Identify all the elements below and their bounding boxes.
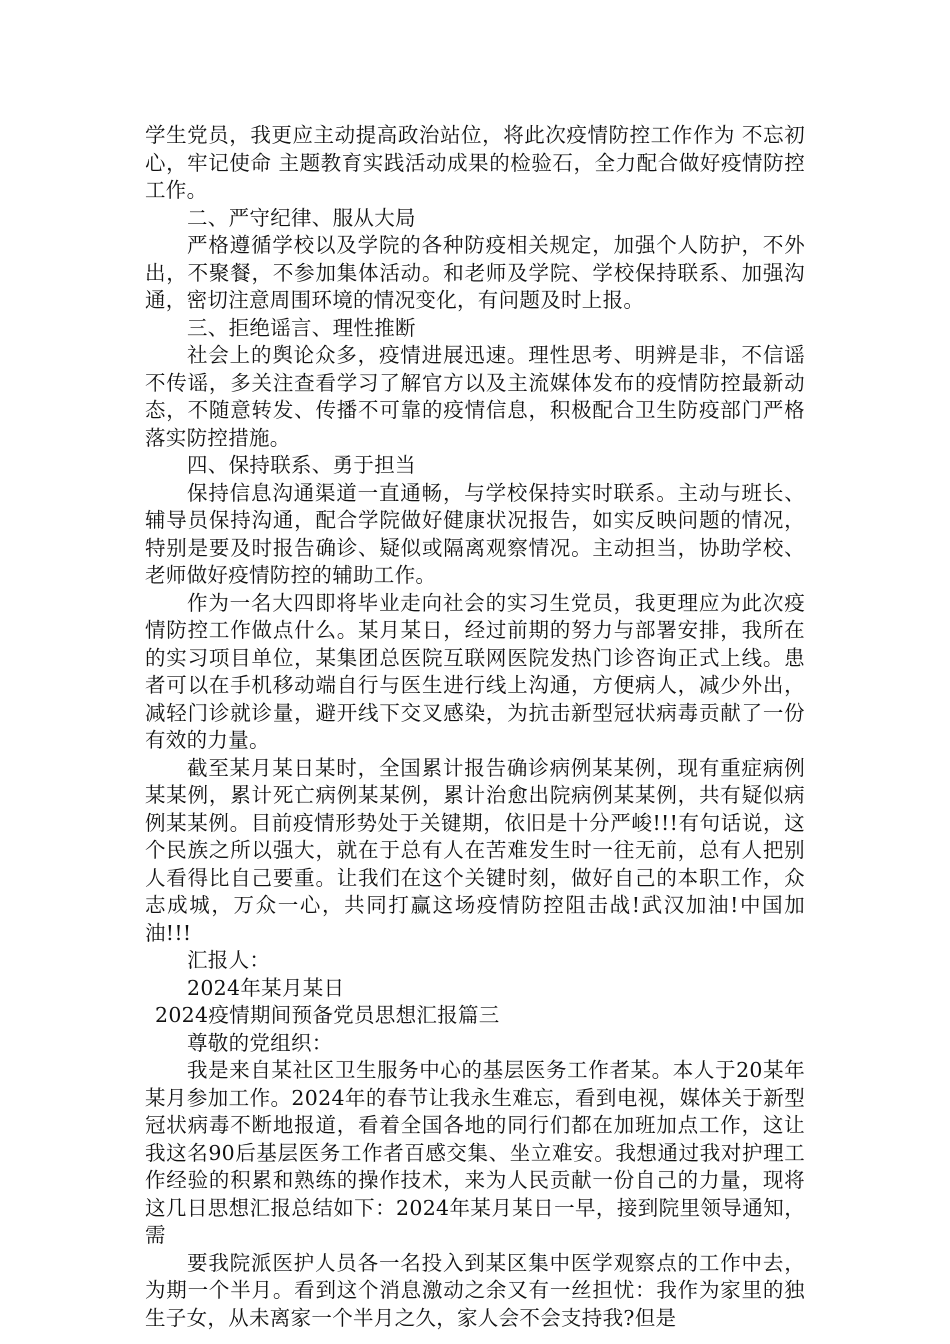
section-heading-rumors: 三、拒绝谣言、理性推断 [187, 315, 416, 340]
document-body [145, 122, 805, 1332]
paragraph-assignment: 要我院派医护人员各一名投入到某区集中医学观察点的工作中去，为期一个半月。看到这个消息激动之余又有一丝担忧：我作为家里的独生子女，从未离家一个半月之久，家人会不会支持我?但是 [145, 1250, 805, 1330]
paragraph-continuation: 学生党员，我更应主动提高政治站位，将此次疫情防控工作作为 不忘初心，牢记使命 主题教育实践活动成果的检验石，全力配合做好疫情防控工作。 [145, 123, 805, 202]
salutation: 尊敬的党组织： [187, 1030, 333, 1055]
paragraph-rumors: 社会上的舆论众多，疫情进展迅速。理性思考、明辨是非，不信谣不传谣，多关注查看学习了解官方以及主流媒体发布的疫情防控最新动态，不随意转发、传播不可靠的疫情信息，积极配合卫生防疫部门严格落实防控措施。 [145, 343, 805, 450]
reporter-label: 汇报人： [187, 948, 271, 972]
article-title: 2024疫情期间预备党员思想汇报篇三 [155, 1003, 500, 1027]
section-heading-contact: 四、保持联系、勇于担当 [187, 453, 416, 477]
paragraph-discipline: 严格遵循学校以及学院的各种防疫相关规定，加强个人防护，不外出，不聚餐，不参加集体活动。和老师及学院、学校保持联系、加强沟通，密切注意周围环境的情况变化，有问题及时上报。 [145, 233, 805, 312]
paragraph-contact: 保持信息沟通渠道一直通畅，与学校保持实时联系。主动与班长、辅导员保持沟通，配合学院做好健康状况报告，如实反映问题的情况，特别是要及时报告确诊、疑似或隔离观察情况。主动担当，协助学校、老师做好疫情防控的辅助工作。 [145, 480, 805, 587]
paragraph-introduction: 我是来自某社区卫生服务中心的基层医务工作者某。本人于20某年某月参加工作。2024年的春节让我永生难忘，看到电视，媒体关于新型冠状病毒不断地报道，看着全国各地的同行们都在加班加点工作，这让我这名90后基层医务工作者百感交集、坐立难安。我想通过我对护理工作经验的积累和熟练的操作技术，来为人民贡献一份自己的力量，现将这几日思想汇报总结如下：2024年某月某日一早，接到院里领导通知，需 [145, 1058, 805, 1247]
paragraph-internship: 作为一名大四即将毕业走向社会的实习生党员，我更理应为此次疫情防控工作做点什么。某月某日，经过前期的努力与部署安排，我所在的实习项目单位，某集团总医院互联网医院发热门诊咨询正式上线。患者可以在手机移动端自行与医生进行线上沟通，方便病人，减少外出，减轻门诊就诊量，避开线下交叉感染，为抗击新型冠状病毒贡献了一份有效的力量。 [145, 590, 805, 752]
section-heading-discipline: 二、严守纪律、服从大局 [187, 205, 416, 230]
paragraph-statistics: 截至某月某日某时，全国累计报告确诊病例某某例，现有重症病例某某例，累计死亡病例某某例，累计治愈出院病例某某例，共有疑似病例某某例。目前疫情形势处于关键期，依旧是十分严峻!!!有句话说，这个民族之所以强大，就在于总有人在苦难发生时一往无前，总有人把别人看得比自己要重。让我们在这个关键时刻，做好自己的本职工作，众志成城，万众一心，共同打赢这场疫情防控阻击战!武汉加油!中国加油!!! [145, 755, 805, 945]
report-date: 2024年某月某日 [187, 975, 345, 1000]
